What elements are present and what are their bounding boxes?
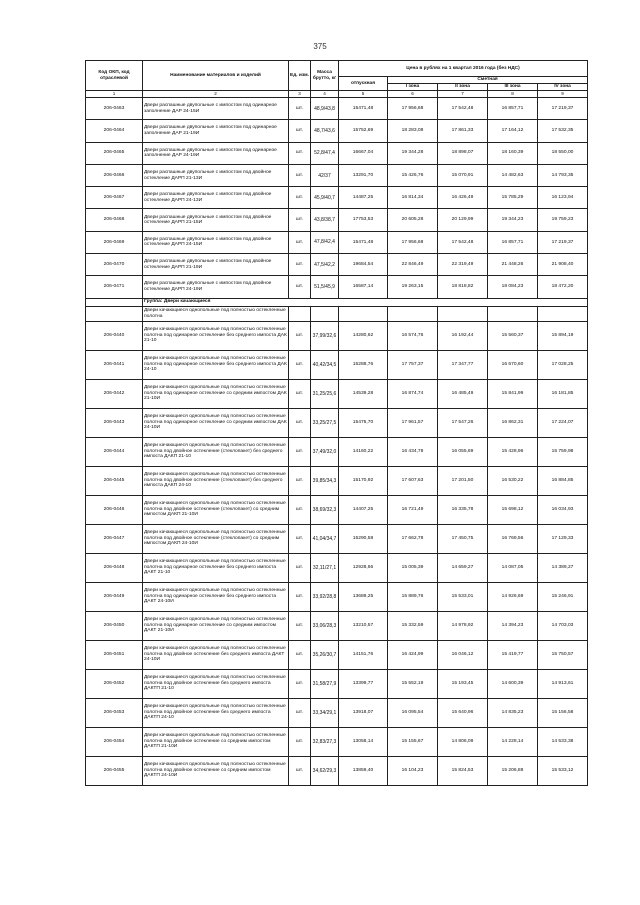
unit-cell: шт. xyxy=(289,582,311,611)
table-row xyxy=(86,495,588,524)
unit-cell: шт. xyxy=(289,466,311,495)
zone3-price-cell: 17 164,12 xyxy=(488,120,538,142)
zone1-price-cell: 16 434,78 xyxy=(388,437,438,466)
zone2-price-cell: 17 542,48 xyxy=(438,231,488,253)
zone2-price-cell: 17 547,26 xyxy=(438,408,488,437)
name-cell: Двери качающиеся однопольные под полностью остекленные полотна под одинарное остекление без среднего импоста ДАК 24-10 xyxy=(143,350,289,379)
release-price-cell: 17753,53 xyxy=(339,209,388,231)
zone1-price-cell: 16 095,54 xyxy=(388,698,438,727)
unit-cell: шт. xyxy=(289,611,311,640)
zone1-price-cell: 16 424,99 xyxy=(388,640,438,669)
table-row xyxy=(86,553,588,582)
zone1-price-cell: 16 874,74 xyxy=(388,379,438,408)
release-price-cell: 15288,76 xyxy=(339,350,388,379)
zone4-price-cell: 14 793,35 xyxy=(538,164,588,186)
column-number: 7 xyxy=(438,91,488,98)
zone1-price-cell: 17 662,78 xyxy=(388,524,438,553)
mass-cell: 48,9/43,8 xyxy=(311,98,339,120)
name-cell: Двери качающиеся однопольные под полностью остекленные полотна под двойное остекление (стеклопакет) со средним импостом ДАКП 21-10И xyxy=(143,495,289,524)
zone1-price-cell: 15 552,19 xyxy=(388,669,438,698)
zone1-price-cell: 16 721,49 xyxy=(388,495,438,524)
code-cell: 206-0468 xyxy=(86,209,143,231)
subgroup-label: Двери качающиеся однопольные под полностью остекленные полотна xyxy=(143,306,289,321)
page-number: 375 xyxy=(313,42,327,51)
zone1-price-cell: 22 846,49 xyxy=(388,254,438,276)
zone1-price-cell: 15 005,39 xyxy=(388,553,438,582)
unit-cell: шт. xyxy=(289,276,311,298)
zone2-price-cell: 17 347,77 xyxy=(438,350,488,379)
code-cell: 206-0469 xyxy=(86,231,143,253)
zone3-price-cell: 14 835,23 xyxy=(488,698,538,727)
column-number: 6 xyxy=(388,91,438,98)
table-row xyxy=(86,164,588,186)
unit-cell: шт. xyxy=(289,98,311,120)
zone1-price-cell: 19 263,15 xyxy=(388,276,438,298)
name-cell: Двери распашные двупольные с импостом под двойное остекление ДАРП 24-15И xyxy=(143,231,289,253)
unit-cell: шт. xyxy=(289,698,311,727)
zone3-price-cell: 16 530,22 xyxy=(488,466,538,495)
zone2-price-cell: 17 450,75 xyxy=(438,524,488,553)
mass-cell: 31,25/25,6 xyxy=(311,379,339,408)
table-row xyxy=(86,408,588,437)
name-cell: Двери распашные двупольные с импостом под двойное остекление ДАРП 21-13И xyxy=(143,164,289,186)
zone3-price-cell: 16 857,71 xyxy=(488,98,538,120)
code-cell: 206-0463 xyxy=(86,98,143,120)
release-price-cell: 14539,28 xyxy=(339,379,388,408)
name-cell: Двери распашные двупольные с импостом под одинарное заполнение ДАР 21-19И xyxy=(143,120,289,142)
zone4-price-cell: 15 759,98 xyxy=(538,437,588,466)
release-price-cell: 15471,48 xyxy=(339,98,388,120)
zone3-price-cell: 14 087,05 xyxy=(488,553,538,582)
zone4-price-cell: 17 219,37 xyxy=(538,98,588,120)
zone1-price-cell: 18 283,08 xyxy=(388,120,438,142)
table-row xyxy=(86,187,588,209)
code-cell: 206-0443 xyxy=(86,408,143,437)
mass-cell: 45,9/40,7 xyxy=(311,187,339,209)
code-cell: 206-0464 xyxy=(86,120,143,142)
zone2-price-cell: 16 192,44 xyxy=(438,321,488,350)
table-body-group-header xyxy=(86,298,588,321)
zone3-price-cell: 18 084,23 xyxy=(488,276,538,298)
mass-cell: 33,92/28,8 xyxy=(311,582,339,611)
zone2-price-cell: 22 319,49 xyxy=(438,254,488,276)
mass-cell: 32,83/27,3 xyxy=(311,727,339,756)
table-row xyxy=(86,640,588,669)
unit-cell: шт. xyxy=(289,187,311,209)
mass-cell: 43,8/38,7 xyxy=(311,209,339,231)
zone3-price-cell: 21 448,26 xyxy=(488,254,538,276)
zone3-price-cell: 14 926,69 xyxy=(488,582,538,611)
table-row xyxy=(86,231,588,253)
name-cell: Двери распашные двупольные с импостом под двойное остекление ДАРП 21-19И xyxy=(143,254,289,276)
header-zone-4: IV зона xyxy=(538,84,588,91)
zone3-price-cell: 18 160,39 xyxy=(488,142,538,164)
zone3-price-cell: 16 857,71 xyxy=(488,231,538,253)
code-cell: 206-0445 xyxy=(86,466,143,495)
table-row xyxy=(86,321,588,350)
column-number: 2 xyxy=(143,91,289,98)
zone3-price-cell: 15 419,77 xyxy=(488,640,538,669)
column-number: 4 xyxy=(311,91,339,98)
mass-cell: 51,5/45,9 xyxy=(311,276,339,298)
code-cell: 206-0446 xyxy=(86,495,143,524)
zone4-price-cell: 18 550,00 xyxy=(538,142,588,164)
zone1-price-cell: 15 426,76 xyxy=(388,164,438,186)
zone2-price-cell: 16 046,12 xyxy=(438,640,488,669)
name-cell: Двери распашные двупольные с импостом под двойное остекление ДАРП 24-13И xyxy=(143,187,289,209)
zone2-price-cell: 15 070,91 xyxy=(438,164,488,186)
name-cell: Двери качающиеся однопольные под полностью остекленные полотна под двойное остекление (стеклопакет) со средним импостом ДАКП 24-10И xyxy=(143,524,289,553)
table-row xyxy=(86,756,588,785)
zone3-price-cell: 14 394,23 xyxy=(488,611,538,640)
zone2-price-cell: 15 533,01 xyxy=(438,582,488,611)
zone4-price-cell: 16 884,85 xyxy=(538,466,588,495)
header-zone-3: III зона xyxy=(488,84,538,91)
unit-cell: шт. xyxy=(289,254,311,276)
header-zone-2: II зона xyxy=(438,84,488,91)
column-number: 5 xyxy=(339,91,388,98)
release-price-cell: 16587,14 xyxy=(339,276,388,298)
zone3-price-cell: 15 785,29 xyxy=(488,187,538,209)
release-price-cell: 13210,57 xyxy=(339,611,388,640)
mass-cell: 37,99/32,6 xyxy=(311,321,339,350)
mass-cell: 33,34/29,1 xyxy=(311,698,339,727)
name-cell: Двери качающиеся однопольные под полностью остекленные полотна под одинарное остекление со средним импостом ДАК 21-10И xyxy=(143,379,289,408)
mass-cell: 48,7/43,6 xyxy=(311,120,339,142)
header-release: отпускная xyxy=(339,77,388,91)
name-cell: Двери качающиеся однопольные под полностью остекленные полотна под одинарное остекление со средним импостом ДАКТ 21-10И xyxy=(143,611,289,640)
zone4-price-cell: 15 156,58 xyxy=(538,698,588,727)
zone4-price-cell: 16 034,93 xyxy=(538,495,588,524)
zone4-price-cell: 17 224,07 xyxy=(538,408,588,437)
zone3-price-cell: 15 206,88 xyxy=(488,756,538,785)
table-row xyxy=(86,611,588,640)
name-cell: Двери качающиеся однопольные под полностью остекленные полотна под двойное остекление (стеклопакет) без среднего импоста ДАКП 21-10 xyxy=(143,437,289,466)
unit-cell: шт. xyxy=(289,495,311,524)
table-row xyxy=(86,98,588,120)
header-price-title: Цена в рублях на 1 квартал 2016 года (без НДС) xyxy=(339,61,588,77)
zone3-price-cell: 14 600,39 xyxy=(488,669,538,698)
name-cell: Двери качающиеся однопольные под полностью остекленные полотна под одинарное остекление без среднего импоста ДАКТ 21-10 xyxy=(143,553,289,582)
zone2-price-cell: 17 861,33 xyxy=(438,120,488,142)
code-cell: 206-0470 xyxy=(86,254,143,276)
zone3-price-cell: 15 560,37 xyxy=(488,321,538,350)
zone3-price-cell: 15 698,12 xyxy=(488,495,538,524)
code-cell: 206-0450 xyxy=(86,611,143,640)
zone4-price-cell: 15 533,12 xyxy=(538,756,588,785)
name-cell: Двери распашные двупольные с импостом под одинарное заполнение ДАР 24-19И xyxy=(143,142,289,164)
zone4-price-cell: 16 123,94 xyxy=(538,187,588,209)
name-cell: Двери распашные двупольные с импостом под одинарное заполнение ДАР 24-15И xyxy=(143,98,289,120)
column-number: 8 xyxy=(488,91,538,98)
mass-cell: 35,26/30,7 xyxy=(311,640,339,669)
name-cell: Двери качающиеся однопольные под полностью остекленные полотна под одинарное остекление со средним импостом ДАК 24-10И xyxy=(143,408,289,437)
zone1-price-cell: 17 956,68 xyxy=(388,231,438,253)
mass-cell: 41,04/34,7 xyxy=(311,524,339,553)
name-cell: Двери распашные двупольные с импостом под двойное остекление ДАРП 21-15И xyxy=(143,209,289,231)
code-cell: 206-0466 xyxy=(86,164,143,186)
code-cell: 206-0441 xyxy=(86,350,143,379)
table-row xyxy=(86,120,588,142)
zone2-price-cell: 14 978,92 xyxy=(438,611,488,640)
name-cell: Двери качающиеся однопольные под полностью остекленные полотна под одинарное остекление без среднего импоста ДАК 21-10 xyxy=(143,321,289,350)
code-cell: 206-0447 xyxy=(86,524,143,553)
unit-cell: шт. xyxy=(289,350,311,379)
unit-cell: шт. xyxy=(289,669,311,698)
zone1-price-cell: 16 574,76 xyxy=(388,321,438,350)
zone4-price-cell: 17 129,33 xyxy=(538,524,588,553)
zone4-price-cell: 15 750,57 xyxy=(538,640,588,669)
zone2-price-cell: 15 824,53 xyxy=(438,756,488,785)
zone1-price-cell: 15 332,59 xyxy=(388,611,438,640)
code-cell: 206-0465 xyxy=(86,142,143,164)
table-row xyxy=(86,727,588,756)
zone2-price-cell: 15 640,96 xyxy=(438,698,488,727)
zone2-price-cell: 20 129,99 xyxy=(438,209,488,231)
mass-cell: 38,69/32,3 xyxy=(311,495,339,524)
zone4-price-cell: 19 759,23 xyxy=(538,209,588,231)
release-price-cell: 13859,40 xyxy=(339,756,388,785)
zone2-price-cell: 15 193,45 xyxy=(438,669,488,698)
release-price-cell: 14160,22 xyxy=(339,437,388,466)
zone1-price-cell: 17 956,68 xyxy=(388,98,438,120)
header-name: Наименование материалов и изделий xyxy=(143,61,289,91)
zone2-price-cell: 18 818,82 xyxy=(438,276,488,298)
name-cell: Двери качающиеся однопольные под полностью остекленные полотна под двойное остекление со средним импостом ДАКТП 21-10И xyxy=(143,727,289,756)
zone4-price-cell: 18 472,20 xyxy=(538,276,588,298)
table-row xyxy=(86,466,588,495)
zone1-price-cell: 15 155,67 xyxy=(388,727,438,756)
header-unit: Ед. изм. xyxy=(289,61,311,91)
table-row xyxy=(86,669,588,698)
zone3-price-cell: 16 862,31 xyxy=(488,408,538,437)
release-price-cell: 15170,92 xyxy=(339,466,388,495)
zone2-price-cell: 14 659,27 xyxy=(438,553,488,582)
table-row xyxy=(86,437,588,466)
zone1-price-cell: 16 814,34 xyxy=(388,187,438,209)
zone4-price-cell: 14 389,27 xyxy=(538,553,588,582)
zone2-price-cell: 14 806,09 xyxy=(438,727,488,756)
zone2-price-cell: 16 426,49 xyxy=(438,187,488,209)
unit-cell: шт. xyxy=(289,640,311,669)
release-price-cell: 13399,77 xyxy=(339,669,388,698)
header-code: Код ОКП, код отраслевой xyxy=(86,61,143,91)
zone4-price-cell: 15 246,91 xyxy=(538,582,588,611)
zone4-price-cell: 14 913,61 xyxy=(538,669,588,698)
release-price-cell: 19684,54 xyxy=(339,254,388,276)
unit-cell: шт. xyxy=(289,756,311,785)
zone3-price-cell: 14 228,14 xyxy=(488,727,538,756)
code-cell: 206-0449 xyxy=(86,582,143,611)
code-cell: 206-0440 xyxy=(86,321,143,350)
zone3-price-cell: 16 670,60 xyxy=(488,350,538,379)
unit-cell: шт. xyxy=(289,231,311,253)
zone4-price-cell: 17 219,37 xyxy=(538,231,588,253)
mass-cell: 52,8/47,4 xyxy=(311,142,339,164)
mass-cell: 47,8/42,4 xyxy=(311,231,339,253)
zone1-price-cell: 20 605,28 xyxy=(388,209,438,231)
release-price-cell: 13918,07 xyxy=(339,698,388,727)
zone4-price-cell: 14 703,03 xyxy=(538,611,588,640)
code-cell: 206-0454 xyxy=(86,727,143,756)
table-row xyxy=(86,254,588,276)
unit-cell: шт. xyxy=(289,164,311,186)
zone1-price-cell: 15 889,76 xyxy=(388,582,438,611)
table-body-swing-doors xyxy=(86,98,588,299)
unit-cell: шт. xyxy=(289,553,311,582)
release-price-cell: 13058,14 xyxy=(339,727,388,756)
table-row xyxy=(86,698,588,727)
release-price-cell: 14280,62 xyxy=(339,321,388,350)
name-cell: Двери качающиеся однопольные под полностью остекленные полотна под двойное остекление без среднего импоста ДАКТП 24-10 xyxy=(143,698,289,727)
unit-cell: шт. xyxy=(289,209,311,231)
table-row xyxy=(86,379,588,408)
subgroup-row xyxy=(86,306,588,321)
mass-cell: 33,06/28,3 xyxy=(311,611,339,640)
header-zone-1: I зона xyxy=(388,84,438,91)
column-number-row xyxy=(86,91,588,98)
zone2-price-cell: 16 335,78 xyxy=(438,495,488,524)
code-cell: 206-0471 xyxy=(86,276,143,298)
price-table xyxy=(85,60,588,786)
unit-cell: шт. xyxy=(289,408,311,437)
mass-cell: 47,5/42,2 xyxy=(311,254,339,276)
zone2-price-cell: 16 055,69 xyxy=(438,437,488,466)
name-cell: Двери качающиеся однопольные под полностью остекленные полотна под двойное остекление без среднего импоста ДАКТ 24-10И xyxy=(143,640,289,669)
mass-cell: 33,25/27,5 xyxy=(311,408,339,437)
zone1-price-cell: 19 344,28 xyxy=(388,142,438,164)
zone3-price-cell: 19 344,23 xyxy=(488,209,538,231)
table-row xyxy=(86,276,588,298)
unit-cell: шт. xyxy=(289,524,311,553)
zone4-price-cell: 14 533,38 xyxy=(538,727,588,756)
zone3-price-cell: 15 428,96 xyxy=(488,437,538,466)
code-cell: 206-0467 xyxy=(86,187,143,209)
code-cell: 206-0455 xyxy=(86,756,143,785)
release-price-cell: 12928,66 xyxy=(339,553,388,582)
table-body-rocking-doors xyxy=(86,321,588,785)
release-price-cell: 15752,69 xyxy=(339,120,388,142)
table-row xyxy=(86,524,588,553)
zone1-price-cell: 17 757,37 xyxy=(388,350,438,379)
unit-cell: шт. xyxy=(289,321,311,350)
unit-cell: шт. xyxy=(289,727,311,756)
zone4-price-cell: 21 908,40 xyxy=(538,254,588,276)
column-number: 9 xyxy=(538,91,588,98)
release-price-cell: 15471,48 xyxy=(339,231,388,253)
group-row xyxy=(86,298,588,306)
release-price-cell: 13689,25 xyxy=(339,582,388,611)
mass-cell: 37,49/32,0 xyxy=(311,437,339,466)
zone1-price-cell: 17 607,63 xyxy=(388,466,438,495)
zone2-price-cell: 17 201,50 xyxy=(438,466,488,495)
header-estimate: Сметная xyxy=(388,77,588,84)
code-cell: 206-0444 xyxy=(86,437,143,466)
name-cell: Двери распашные двупольные с импостом под двойное остекление ДАРП 24-19И xyxy=(143,276,289,298)
table-row xyxy=(86,142,588,164)
release-price-cell: 14407,25 xyxy=(339,495,388,524)
mass-cell: 32,11/27,1 xyxy=(311,553,339,582)
release-price-cell: 13291,70 xyxy=(339,164,388,186)
zone3-price-cell: 15 841,99 xyxy=(488,379,538,408)
name-cell: Двери качающиеся однопольные под полностью остекленные полотна под двойное остекление без среднего импоста ДАКТП 21-10 xyxy=(143,669,289,698)
header-mass: Масса брутто, кг xyxy=(311,61,339,91)
zone1-price-cell: 16 104,23 xyxy=(388,756,438,785)
code-cell: 206-0452 xyxy=(86,669,143,698)
release-price-cell: 14487,25 xyxy=(339,187,388,209)
unit-cell: шт. xyxy=(289,120,311,142)
zone3-price-cell: 14 482,63 xyxy=(488,164,538,186)
name-cell: Двери качающиеся однопольные под полностью остекленные полотна под двойное остекление (стеклопакет) без среднего импоста ДАКП 24-10 xyxy=(143,466,289,495)
zone2-price-cell: 16 485,49 xyxy=(438,379,488,408)
mass-cell: 40,42/34,5 xyxy=(311,350,339,379)
mass-cell: 34,62/29,3 xyxy=(311,756,339,785)
release-price-cell: 14151,76 xyxy=(339,640,388,669)
code-cell: 206-0451 xyxy=(86,640,143,669)
name-cell: Двери качающиеся однопольные под полностью остекленные полотна под двойное остекление со средним импостом ДАКТП 24-10И xyxy=(143,756,289,785)
unit-cell: шт. xyxy=(289,437,311,466)
table-row xyxy=(86,350,588,379)
release-price-cell: 16667,04 xyxy=(339,142,388,164)
mass-cell: 31,58/27,9 xyxy=(311,669,339,698)
table-row xyxy=(86,582,588,611)
zone2-price-cell: 17 542,48 xyxy=(438,98,488,120)
zone3-price-cell: 16 769,56 xyxy=(488,524,538,553)
table-row xyxy=(86,209,588,231)
unit-cell: шт. xyxy=(289,142,311,164)
code-cell: 206-0442 xyxy=(86,379,143,408)
zone4-price-cell: 17 028,25 xyxy=(538,350,588,379)
code-cell: 206-0453 xyxy=(86,698,143,727)
name-cell: Двери качающиеся однопольные под полностью остекленные полотна под одинарное остекление без среднего импоста ДАКТ 24-10И xyxy=(143,582,289,611)
column-number: 3 xyxy=(289,91,311,98)
zone4-price-cell: 15 894,19 xyxy=(538,321,588,350)
zone4-price-cell: 17 532,35 xyxy=(538,120,588,142)
release-price-cell: 15290,58 xyxy=(339,524,388,553)
unit-cell: шт. xyxy=(289,379,311,408)
code-cell: 206-0448 xyxy=(86,553,143,582)
zone4-price-cell: 16 181,85 xyxy=(538,379,588,408)
zone1-price-cell: 17 961,57 xyxy=(388,408,438,437)
zone2-price-cell: 18 898,07 xyxy=(438,142,488,164)
mass-cell: 42/37 xyxy=(311,164,339,186)
group-label: Группа: Двери качающиеся xyxy=(143,298,588,306)
release-price-cell: 15475,70 xyxy=(339,408,388,437)
mass-cell: 39,85/34,3 xyxy=(311,466,339,495)
column-number: 1 xyxy=(86,91,143,98)
